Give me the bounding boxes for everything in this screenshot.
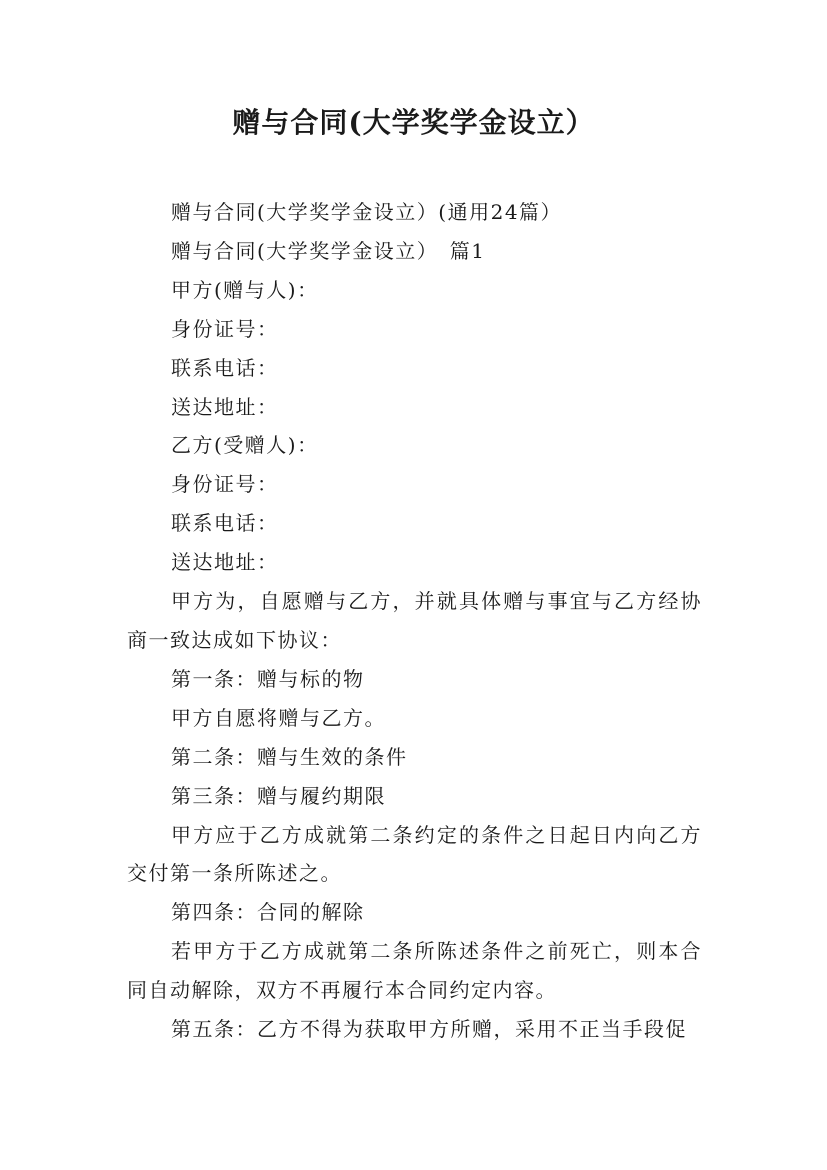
paragraph-clause-3-heading: 第三条：赠与履约期限 [171,783,386,808]
paragraph-party-a-address: 送达地址： [171,394,279,419]
paragraph-party-a-phone: 联系电话： [171,355,279,380]
paragraph-clause-5-body: 第五条：乙方不得为获取甲方所赠，采用不正当手段促 [171,1017,687,1042]
paragraph-agreement-intro: 甲方为，自愿赠与乙方，并就具体赠与事宜与乙方经协商一致达成如下协议： [127,589,702,652]
paragraph-party-b-phone: 联系电话： [171,511,279,536]
paragraph-party-b-address: 送达地址： [171,550,279,575]
paragraph-clause-4-body: 若甲方于乙方成就第二条所陈述条件之前死亡，则本合同自动解除，双方不再履行本合同约定内容。 [127,939,702,1003]
paragraph-clause-1-body: 甲方自愿将赠与乙方。 [171,705,386,730]
paragraph-clause-2-heading: 第二条：赠与生效的条件 [171,744,408,769]
document-body [127,193,702,1049]
paragraph-party-a-id: 身份证号： [171,316,279,341]
paragraph-article-heading: 赠与合同(大学奖学金设立） 篇1 [171,238,486,263]
paragraph-clause-4-heading: 第四条：合同的解除 [171,900,365,925]
paragraph-party-b: 乙方(受赠人)： [171,433,319,458]
document-title: 赠与合同(大学奖学金设立） [232,106,595,139]
paragraph-collection-title: 赠与合同(大学奖学金设立）(通用24篇） [171,200,563,224]
paragraph-clause-1-heading: 第一条：赠与标的物 [171,666,365,691]
paragraph-party-b-id: 身份证号： [171,472,279,497]
paragraph-clause-3-body: 甲方应于乙方成就第二条约定的条件之日起日内向乙方交付第一条所陈述之。 [127,822,702,886]
paragraph-party-a: 甲方(赠与人)： [171,277,319,302]
